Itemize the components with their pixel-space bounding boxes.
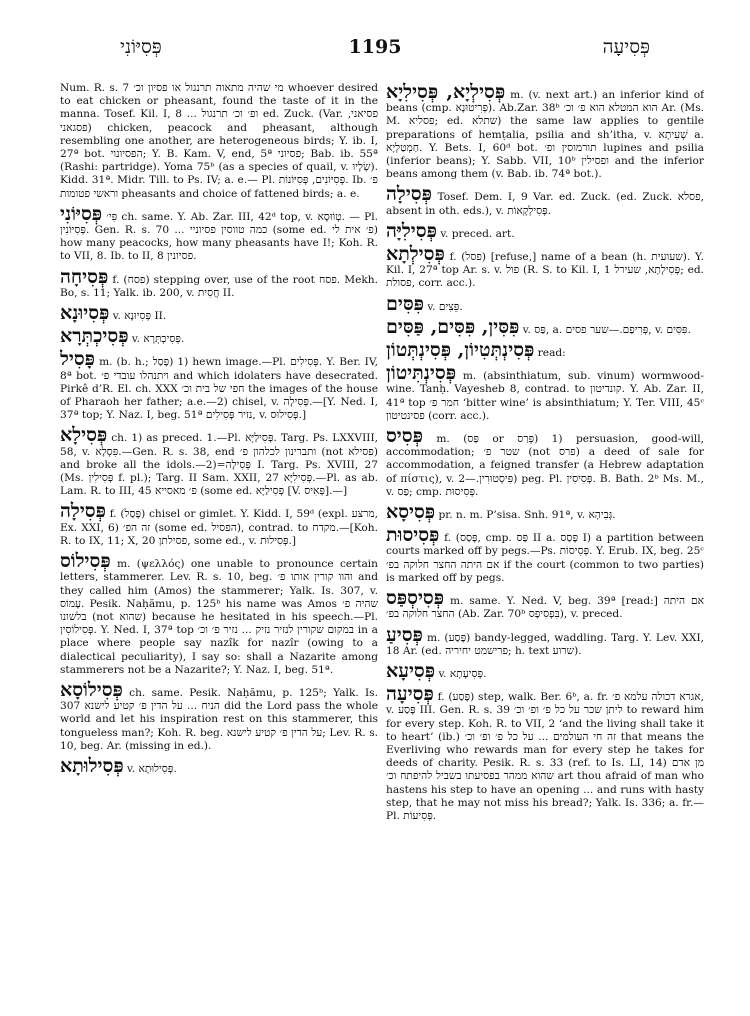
entry-definition: read: [537, 347, 566, 360]
left-running-head: פְּסִיּוֹנִי [120, 36, 162, 58]
entry-headword: פִּסִּים [386, 292, 424, 315]
entry-headword: פְּסִיכְתְּרָא [60, 325, 129, 348]
dictionary-entry [386, 525, 704, 585]
entry-headword: פְּסִינְתִּיטוֹן [386, 362, 457, 385]
entry-headword: פְּסִילוֹסָא [60, 678, 123, 701]
entry-headword: פְּסִיסְפַּס [386, 587, 445, 610]
left-column [60, 82, 378, 1002]
entry-definition: ch. 1) as preced. 1.—Pl. פְּסִילַיָּא. Targ. Ps. LXXVIII, 58, v. פִּסְלָא.—Gen. R. s. 38, end ותברינון לכלהון פ׳ (not פסילא) and broke all the idols.—2)=פְּסִילָה I. Targ. Ps. XVIII, 27 (Ms. פְּסִילִין f. pl.); Targ. II Sam. XXII, 27 פְּסִילִיָּא.—Pl. as ab. Lam. R. to III, 45 פ׳ מאסייא (some ed. פְּסִילַיָּא [V. פְּאִיס].—] [60, 432, 378, 498]
dictionary-entry [386, 502, 704, 522]
entry-definition: Num. R. s. 7 מי שהיה מתאוה תרנגול או פסיון וכ׳ whoever desired to eat chicken or pheasant, found the taste of it in the manna. Tosef. Kil. I, 8 ... ופ׳ וכ׳ תרנגול ed. Zuck. (Var. פסיאני, פסגאני) chicken, peacock and pheasant, although resembling one another, are heterogeneous birds; Y. ib. I, 27ª bot. הפסיונוי; Y. B. Kam. V, end, 5ª פסיוני; Bab. ib. 55ª (Rashi: partridge). Yoma 75ᵇ (as a species of quail, v. שְׂלָיו). Kidd. 31ª. Midr. Till. to Ps. IV; a. e.— Pl. פְּסִיּוֹנִים, פְּסִיּוֹנוֹת. Ib. פ׳ וראשי פטומות pheasants and choice of fattened birds; a. e. [60, 82, 378, 200]
dictionary-entry [386, 317, 704, 337]
dictionary-entry [60, 326, 378, 346]
entry-definition: v. פֵּצִים. [427, 300, 463, 313]
dictionary-entry [386, 340, 704, 360]
dictionary-entry [386, 82, 704, 181]
page-number: 1195 [348, 36, 402, 58]
dictionary-entry [386, 426, 704, 499]
entry-headword: פְּסִיעָה [386, 683, 434, 706]
dictionary-entry [386, 625, 704, 658]
entry-headword: פְּסִילִיָּה [386, 219, 437, 242]
entry-definition: v. פְּסִיכְתְּרָא. [131, 333, 185, 346]
entry-definition: m. (פַּס or פְּרַס) 1) persuasion, good-will, accommodation; שטר פ׳ (not פרס) a deed of sale for accommodation, a feigned transfer (a Hebrew adaptation of πίστις), v. פִּיסְטוּרִין.—2) peg. Pl. פְּסִיסִין. B. Bath. 2ᵇ Ms. M., v. פַּס; cmp. פְּסִיסוּת. [386, 433, 704, 498]
right-column [386, 82, 704, 1002]
dictionary-entry [386, 221, 704, 241]
entry-definition: f. (פָּסַס, cmp. פַּס II a. פָּסַס I) a partition between courts marked off by pegs.—Ps. פְּסִיסוֹת. Y. Erub. IX, beg. 25ᶜ אם היתה החצר חלוקה בפ׳ if the court (common to two parties) is marked off by pegs. [386, 532, 704, 584]
dictionary-entry [60, 204, 378, 264]
entry-headword: פְּסִיּוֹנִי [60, 202, 103, 225]
entry-headword: פְּסִיס [386, 425, 423, 448]
entry-definition: m. (v. next art.) an inferior kind of beans (cmp. פְּרִיטוּנָא). Ab.Zar. 38ᵇ הוא המטלא הוא פ׳ וכ׳ Ar. (Ms. M. פסליא; ed. שתלא) the same law applies to gentile preparations of hemṭalia, psilia and sh’itha, v. שְׁעִיתָא a. חַמְטַלְיָא. Y. Bets. I, 60ᵈ bot. תורמוסין ופ׳ lupines and psilia (inferior beans); Y. Sabb. VII, 10ᵇ ופסילין and the inferior beans among them (v. Bab. ib. 74ª bot.). [386, 89, 704, 181]
entry-headword: פִּסִּין, פִּסִּים, פַּסִּים [386, 315, 520, 338]
entry-headword: פְּסִיחָה [60, 265, 109, 288]
entry-headword: פְּסִינְתְּטִיוֹן, פְּסִינְתְּטוֹן [386, 339, 535, 362]
entry-definition: m. (b. h.; פָּסַל) 1) hewn image.—Pl. פְּסִילִים. Y. Ber. IV, 8ª bot. ויתנהלו עובדי פ׳ and which idolaters have desecrated. Pirkê d’R. El. ch. XXX חפי של בית וכ׳ the images of the house of Pharaoh her father; a.e.—2) chisel, v. פְּסִילָה.—[Y. Ned. I, 37ª top; Y. Naz. I, beg. 51ª נזיר פְּסִילִים, v. פְּסִילוּס.] [60, 356, 378, 422]
entry-headword: פְּסִילָא [60, 424, 108, 447]
dictionary-entry [60, 82, 378, 201]
entry-headword: פְּסִילְתָא [386, 243, 445, 266]
entry-definition: pr. n. m. P’sisa. Snh. 91ª, v. גְּבִיהָא. [438, 509, 616, 522]
page-header [60, 36, 690, 66]
entry-headword: פָּסִיל [60, 348, 96, 371]
dictionary-entry [386, 294, 704, 314]
entry-definition: Tosef. Dem. I, 9 Var. ed. Zuck. (ed. Zuck. פסלא, absent in oth. eds.), v. פְּסִילְקָאוֹת. [386, 191, 704, 217]
entry-definition: v. פַּס, a. פְּרִיפַם.—שער פסים, v. פִּסִּים. [522, 323, 691, 336]
dictionary-entry [386, 244, 704, 291]
entry-headword: פְּסִיעָא [386, 659, 436, 682]
entry-definition: f. (פָּסַל) chisel or gimlet. Y. Kidd. I, 59ᵈ (expl. מרצע, Ex. XXI, 6) זה הפ׳ (some ed. הפסיל), contrad. to מקדח.—[Koh. R. to IX, 11; X, 20 פסילתן, some ed., v. פְּסִילוּת.] [60, 508, 378, 547]
dictionary-entry [386, 684, 704, 823]
entry-definition: v. preced. art. [440, 227, 515, 240]
dictionary-entry [386, 184, 704, 217]
entry-definition: פִּי׳ ch. same. Y. Ab. Zar. III, 42ᵈ top, v. טְוֹוּסָא. — Pl. פְּסִיּוֹנִין. Gen. R. s. 70 ... כמה טווסין פסיוניי (some ed. פ׳ אית לי) how many peacocks, how many pheasants have I!; Koh. R. to VII, 8. Ib. to II, 8 פסיונין. [60, 210, 378, 263]
entry-definition: f. (פסל) [refuse,] name of a bean (h. שעועית). Y. Kil. I, 27ª top Ar. s. v. פול (R. S. to Kil. I, 1 פְּסִילְתָא, שעירל; ed. פסולת, corr. acc.). [386, 251, 704, 290]
entry-headword: פְּסִיעַ [386, 623, 423, 646]
dictionary-entry [386, 588, 704, 621]
entry-headword: פְּסִיסָא [386, 501, 436, 524]
dictionary-entry [60, 267, 378, 300]
dictionary-entry [60, 551, 378, 677]
entry-headword: פְּסִיוּנָא [60, 302, 110, 325]
entry-definition: f. (פסח) stepping over, use of the root פסח. Mekh. Bo, s. 11; Yalk. ib. 200, v. חֲסִית II. [60, 273, 378, 299]
entry-definition: f. (פָּסַע) step, walk. Ber. 6ᵇ, a. fr. אגרא דכולה עלמא פ׳, v. פָּסַע III. Gen. R. s. 39 ליתן שכר על כל פ׳ ופ׳ וכ׳ to reward him for every step. Koh. R. to VII, 2 ‘and the living shall take it to heart’ (ib.) זה חי העולמים ... על כל פ׳ ופ׳ וכ׳ that means the Everliving who rewards man for every step he takes for deeds of charity. Pesik. R. s. 33 (ref. to Is. LI, 14) מן אדם שהוא ממהר בפסיעתו בשביל להיפתח וכ׳ art thou afraid of man who hastens his step to have an opening ... and runs with hasty step, that he may not miss his bread?; Yalk. Is. 336; a. fr.—Pl. פְּסִיעוֹת. [386, 691, 704, 822]
entry-headword: פְּסִילְיָא, פְּסִילִיָא [386, 82, 506, 103]
dictionary-entry [60, 501, 378, 548]
entry-definition: m. (ψελλός) one unable to pronounce certain letters, stammerer. Lev. R. s. 10, beg. והוו קורין אותו פ׳ and they called him (Amos) the stammerer; Yalk. Is. 307, v. עָמוֹס. Pesik. Naḥămu, p. 125ᵇ his name was Amos שהיה פ׳ בלשונו (not שהוא) because he hesitated in his speech.—Pl. פְּסִילוֹסִין. Y. Ned. I, 37ª top במקום שקורין לנזיר נזיק ... נזיר פ׳ וכ׳ in a place where people say nazîk for nazîr (owing to a dialectical peculiarity), I say so: shall a Nazarite among stammerers not be a Nazarite?; Y. Naz. I, beg. 51ª. [60, 558, 378, 676]
entry-headword: פְּסִילָה [386, 183, 432, 206]
dictionary-entry [60, 756, 378, 776]
entry-definition: v. פְּסִיוּנָא II. [112, 310, 167, 323]
entry-headword: פְּסִיסוּת [386, 524, 440, 547]
entry-definition: m. (absinthiatum, sub. vinum) wormwood-wine. Tanḥ. Vayesheb 8, contrad. to קונדיטון. Y. Ab. Zar. II, 41ª top חמר פ׳ ‘bitter wine’ is absinthiatum; Y. Ter. VIII, 45ᶜ פסינטיטון (corr. acc.). [386, 370, 704, 422]
entry-definition: v. פְּסִיעָתָא. [438, 667, 487, 680]
entry-definition: m. same. Y. Ned. V, beg. 39ª [read:] אם היתה החצר חלוקה בפ׳ (Ab. Zar. 70ᵇ בִּפְסִיפָס), v. preced. [386, 595, 704, 621]
right-running-head: פְּסִיעָה [602, 36, 650, 58]
dictionary-entry [60, 425, 378, 498]
dictionary-entry [60, 349, 378, 422]
dictionary-entry [60, 303, 378, 323]
entry-definition: m. (פָּסַע) bandy-legged, waddling. Targ. Y. Lev. XXI, 18 Ar. (ed. פרישמט יחיריה; h. text שרוע). [386, 631, 704, 657]
entry-headword: פְּסִילוֹס [60, 550, 111, 573]
entry-headword: פְּסִילָה [60, 500, 106, 523]
entry-definition: ch. same. Pesik. Naḥămu, p. 125ᵇ; Yalk. Is. 307 הניח ... על הדין פ׳ קטיע לישנא did the Lord pass the whole world and let his inspiration rest on this stammerer, this tongueless man?; Koh. R. beg. על הדין פ׳ קטיע לישנא; Lev. R. s. 10, beg. Ar. (missing in ed.). [60, 686, 378, 752]
dictionary-entry [60, 680, 378, 753]
dictionary-entry [386, 661, 704, 681]
dictionary-entry [386, 363, 704, 423]
entry-headword: פְּסִילוּתָא [60, 754, 124, 777]
entry-definition: v. פְּסִילוּתָא. [127, 762, 177, 775]
